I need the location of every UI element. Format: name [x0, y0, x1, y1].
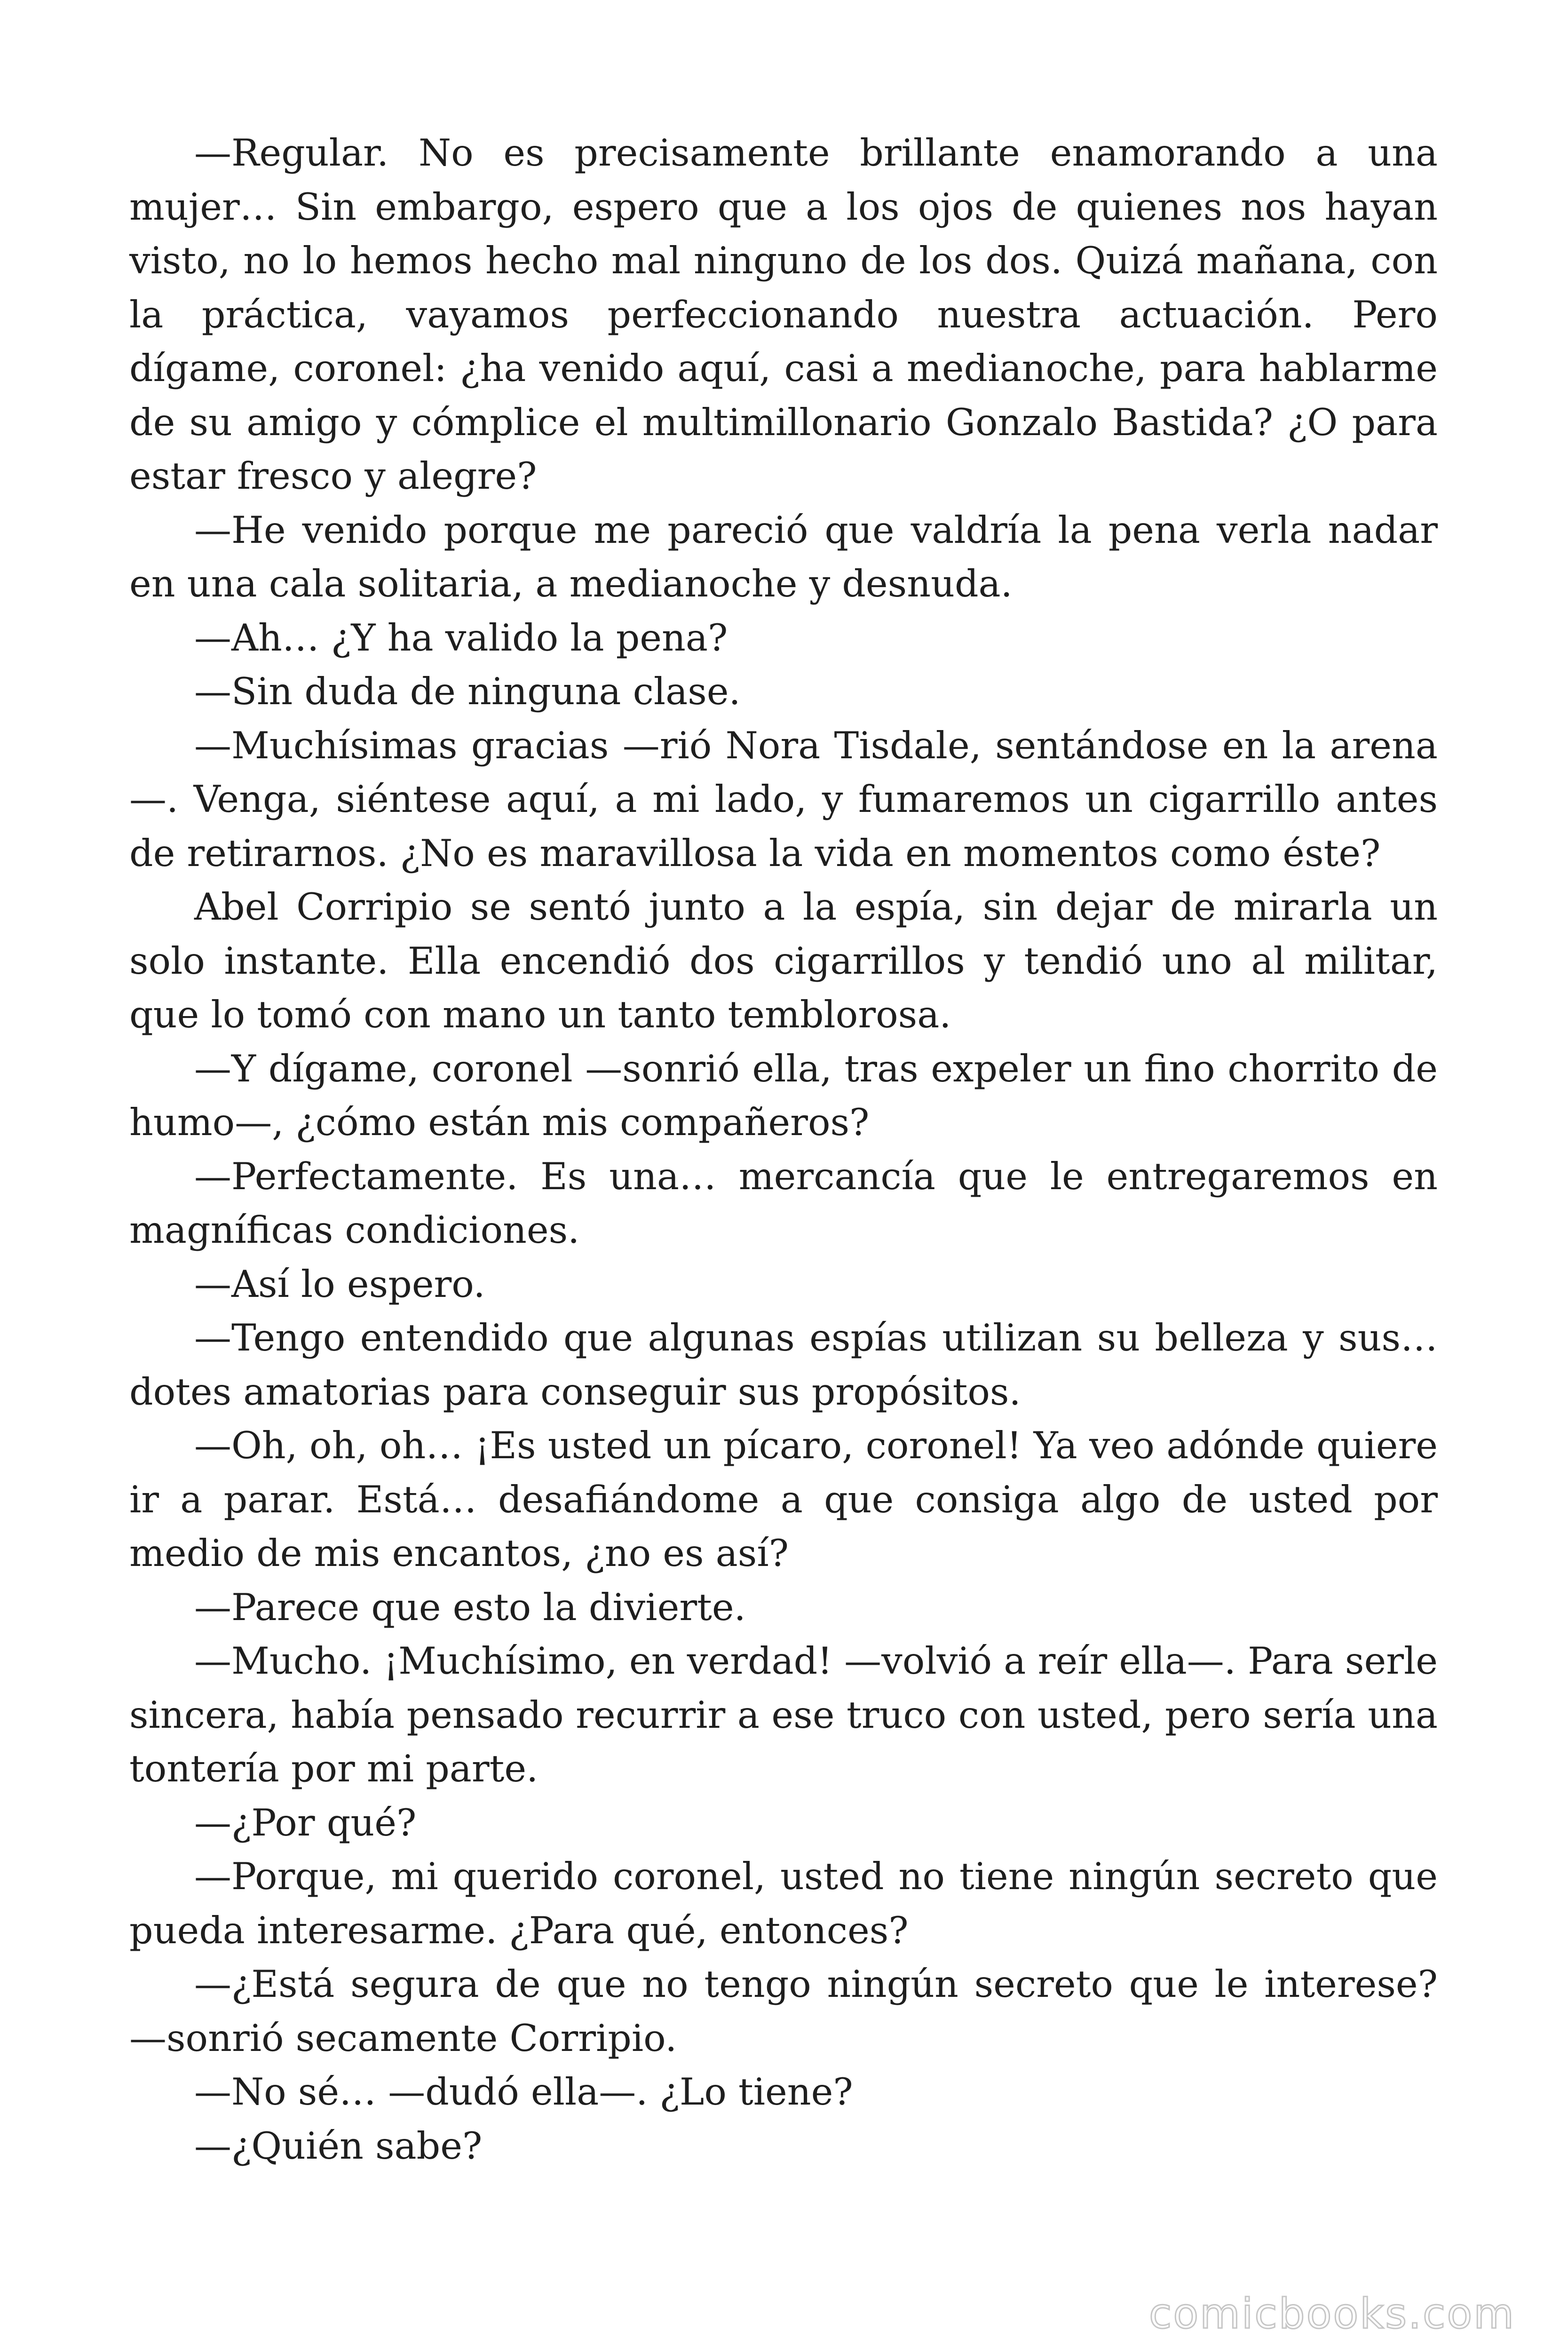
paragraph: —No sé… —dudó ella—. ¿Lo tiene?	[194, 2070, 853, 2114]
paragraph: —Perfectamente. Es una… mercancía que le entregaremos en magníficas condiciones.	[129, 1154, 1438, 1252]
paragraph: —He venido porque me pareció que valdría la pena verla nadar en una cala solitaria, a medianoche y desnuda.	[129, 508, 1438, 605]
paragraph: —Sin duda de ninguna clase.	[194, 670, 741, 713]
paragraph: —Regular. No es precisamente brillante enamorando a una mujer… Sin embargo, espero que a los ojos de quienes nos hayan visto, no lo hemos hecho mal ninguno de los dos. Quizá mañana, con la práctica, vayamos perfeccionando nuestra actuación. Pero dígame, coronel: ¿ha venido aquí, casi a medianoche, para hablarme de su amigo y cómplice el multimillonario Gonzalo Bastida? ¿O para estar fresco y alegre?	[129, 131, 1438, 498]
paragraph: —Así lo espero.	[194, 1262, 485, 1306]
paragraph: Abel Corripio se sentó junto a la espía, sin dejar de mirarla un solo instante. Ella encendió dos cigarrillos y tendió uno al militar, que lo tomó con mano un tanto temblorosa.	[129, 885, 1438, 1036]
paragraph: —Tengo entendido que algunas espías utilizan su belleza y sus… dotes amatorias para conseguir sus propósitos.	[129, 1316, 1438, 1414]
paragraph: —Porque, mi querido coronel, usted no tiene ningún secreto que pueda interesarme. ¿Para qué, entonces?	[129, 1855, 1438, 1952]
paragraph: —Oh, oh, oh… ¡Es usted un pícaro, coronel! Ya veo adónde quiere ir a parar. Está… desafiándome a que consiga algo de usted por medio de mis encantos, ¿no es así?	[129, 1424, 1438, 1575]
paragraph: —¿Por qué?	[194, 1801, 417, 1844]
paragraph: —Y dígame, coronel —sonrió ella, tras expeler un fino chorrito de humo—, ¿cómo están mis compañeros?	[129, 1047, 1438, 1144]
book-page-text	[129, 126, 1438, 2173]
paragraph: —¿Está segura de que no tengo ningún secreto que le interese? —sonrió secamente Corripio.	[129, 1963, 1438, 2060]
watermark: comicbooks.com	[1148, 2289, 1515, 2338]
paragraph: —Muchísimas gracias —rió Nora Tisdale, sentándose en la arena —. Venga, siéntese aquí, a mi lado, y fumaremos un cigarrillo antes de retirarnos. ¿No es maravillosa la vida en momentos como éste?	[129, 723, 1438, 875]
paragraph: —Parece que esto la divierte.	[194, 1585, 746, 1629]
paragraph: —Mucho. ¡Muchísimo, en verdad! —volvió a reír ella—. Para serle sincera, había pensado recurrir a ese truco con usted, pero sería una tontería por mi parte.	[129, 1639, 1438, 1790]
paragraph: —¿Quién sabe?	[194, 2124, 483, 2168]
paragraph: —Ah… ¿Y ha valido la pena?	[194, 616, 728, 660]
